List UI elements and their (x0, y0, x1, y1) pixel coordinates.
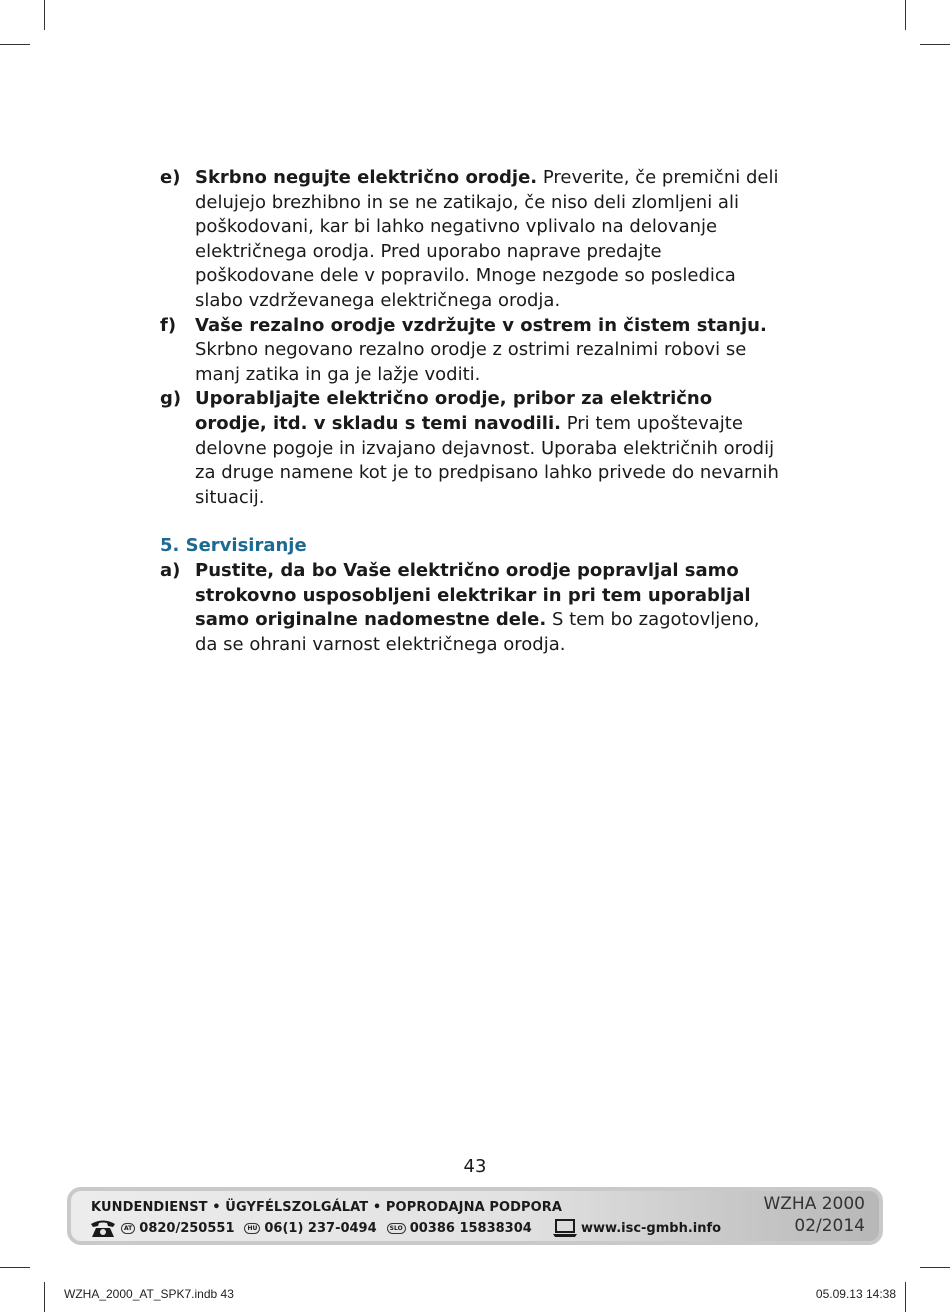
laptop-icon (552, 1217, 578, 1239)
list-item (160, 166, 785, 314)
crop-mark (920, 1267, 950, 1268)
print-slug-timestamp: 05.09.13 14:38 (815, 1287, 896, 1301)
print-slug-file: WZHA_2000_AT_SPK7.indb 43 (64, 1287, 234, 1301)
service-footer (67, 1187, 883, 1245)
model-number: WZHA 2000 (763, 1194, 865, 1214)
page-number: 43 (463, 1156, 487, 1177)
country-badge: SLO (387, 1223, 406, 1234)
crop-mark (0, 44, 30, 45)
main-content (160, 166, 785, 657)
crop-mark (905, 1282, 906, 1312)
item-text: Preverite, če premični deli delujejo brezhibno in se ne zatikajo, če niso deli zlomljeni ali poškodovani, kar bi lahko negativno vplivalo na delovanje električnega orodja. Pred uporabo naprave predajte poškodovane dele v popravilo. Mnoge nezgode so posledica slabo vzdrževanega električnega orodja. (195, 167, 779, 311)
item-text: S tem bo zagotovljeno, da se ohrani varnost električnega orodja. (195, 609, 760, 655)
item-heading: Vaše rezalno orodje vzdržujte v ostrem in čistem stanju. (195, 314, 767, 336)
crop-mark (905, 0, 906, 30)
item-text: Skrbno negovano rezalno orodje z ostrimi rezalnimi robovi se manj zatika in ga je lažje voditi. (195, 339, 747, 385)
item-text: Pri tem upoštevajte delovne pogoje in izvajano dejavnost. Uporaba električnih orodij za druge namene kot je to predpisano lahko privede do nevarnih situacij. (195, 412, 779, 508)
phone-row (89, 1217, 542, 1239)
telephone-icon (89, 1218, 117, 1238)
item-heading: Skrbno negujte električno orodje. (195, 167, 538, 188)
crop-mark (44, 0, 45, 30)
item-marker: g) (160, 388, 182, 410)
item-marker: e) (160, 167, 181, 188)
list-item (160, 387, 785, 510)
country-badge: HU (244, 1223, 260, 1234)
phone-number: 00386 15838304 (409, 1220, 532, 1236)
crop-mark (0, 1267, 30, 1268)
item-heading: Uporabljajte električno orodje, pribor za električno orodje, itd. v skladu s temi navodili. (195, 388, 713, 434)
section-title: 5. Servisiranje (160, 535, 307, 557)
list-item (160, 314, 785, 388)
phone-number: 0820/250551 (139, 1220, 235, 1236)
footer-title: KUNDENDIENST • ÜGYFÉLSZOLGÁLAT • POPRODAJNA PODPORA (91, 1200, 563, 1215)
item-marker: a) (160, 559, 181, 581)
item-heading: Pustite, da bo Vaše električno orodje popravljal samo strokovno usposobljeni elektrikar in pri tem uporabljal samo originalne nadomestne dele. (195, 559, 751, 631)
website-link[interactable]: www.isc-gmbh.info (581, 1221, 722, 1236)
crop-mark (920, 44, 950, 45)
crop-mark (44, 1282, 45, 1312)
list-item (160, 559, 785, 657)
edition-date: 02/2014 (794, 1216, 865, 1236)
phone-number: 06(1) 237-0494 (264, 1220, 377, 1236)
item-marker: f) (160, 314, 177, 336)
country-badge: AT (121, 1223, 135, 1234)
